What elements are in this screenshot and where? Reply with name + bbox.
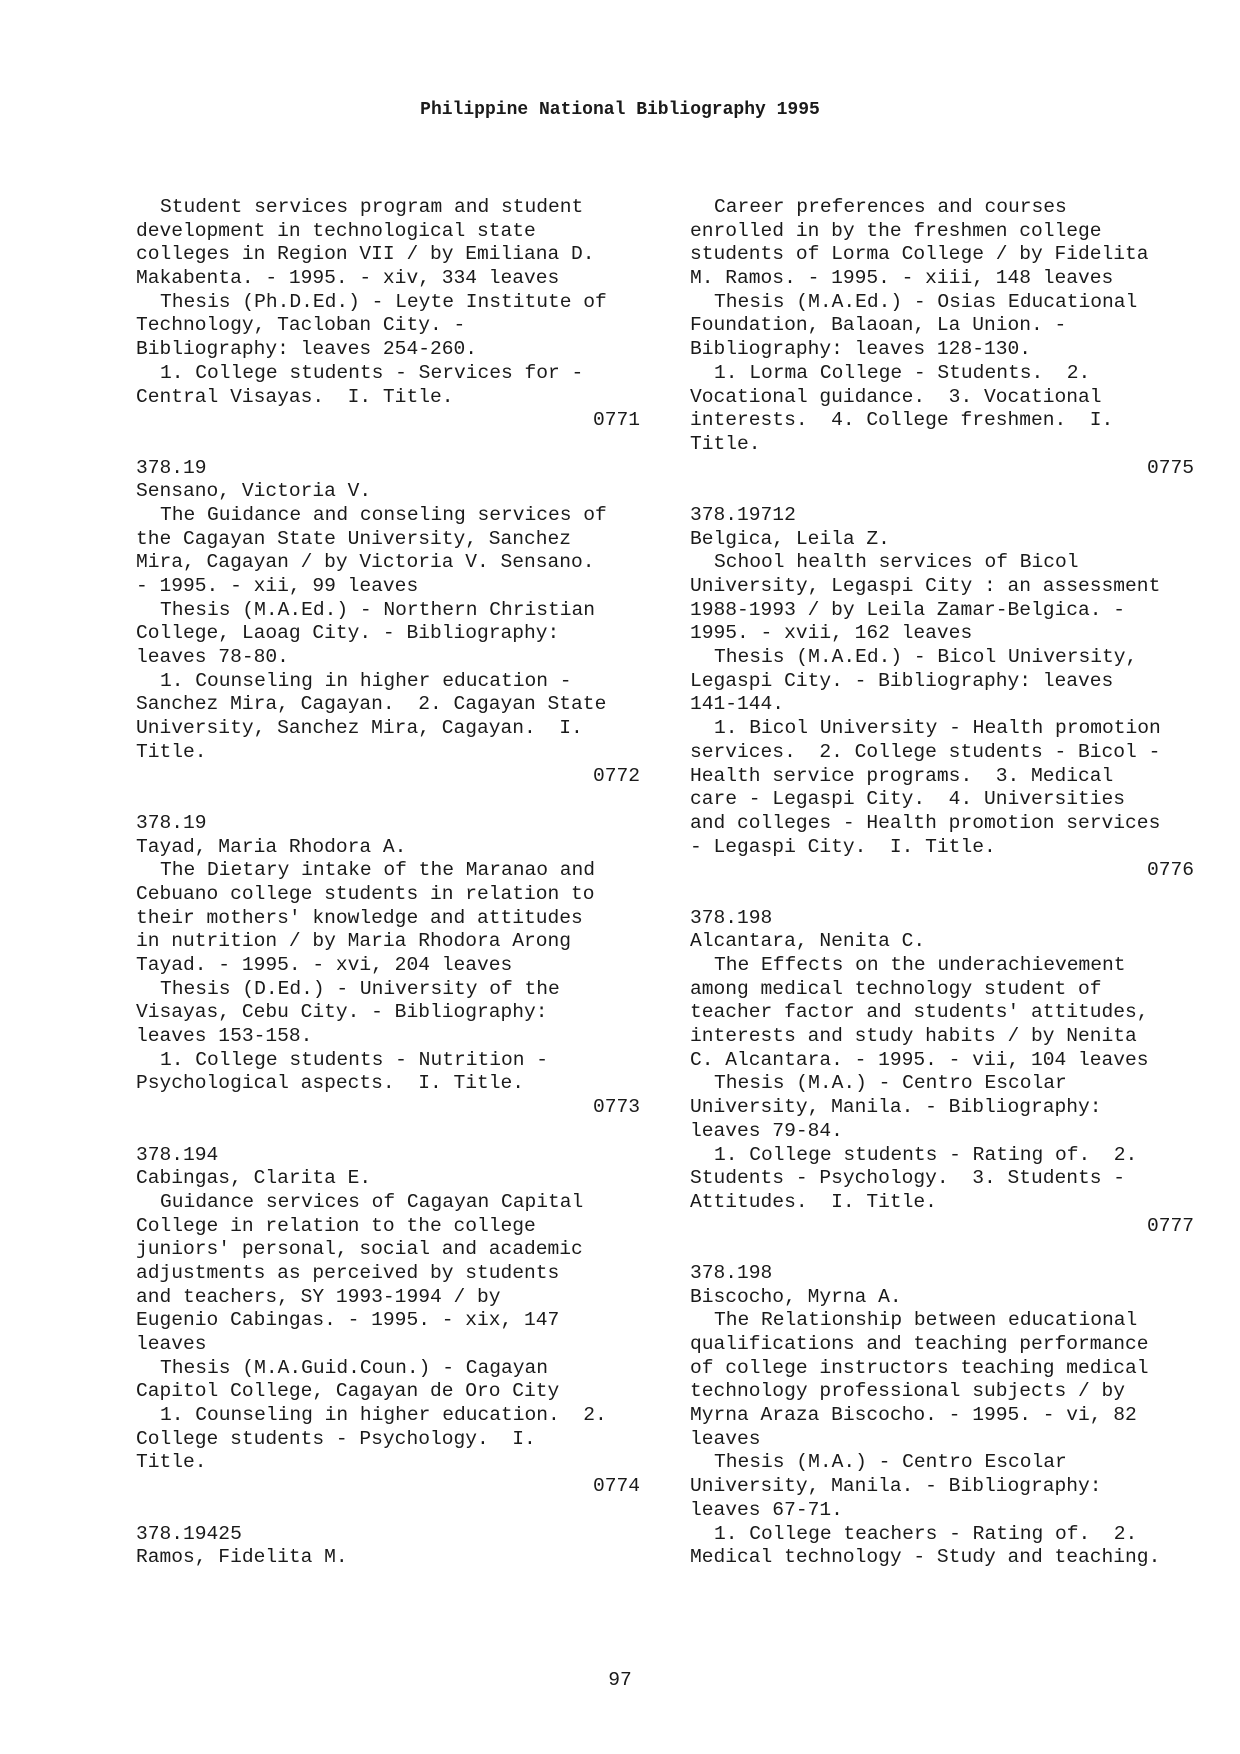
- entry-subject-line: and colleges - Health promotion services: [690, 811, 1161, 834]
- entry-title-line: C. Alcantara. - 1995. - vii, 104 leaves: [690, 1048, 1149, 1071]
- entry-number: 0773: [592, 1096, 640, 1119]
- entry-note-line: Thesis (M.A.) - Centro Escolar: [714, 1072, 1067, 1095]
- entry-note-line: leaves 153-158.: [136, 1025, 313, 1048]
- entry-subject-line: Central Visayas. I. Title.: [136, 385, 454, 408]
- entry-title-line: technology professional subjects / by: [690, 1380, 1126, 1403]
- entry-subject-line: Medical technology - Study and teaching.: [690, 1546, 1161, 1569]
- entry-note-line: leaves 79-84.: [690, 1119, 843, 1142]
- entry-title-line: Student services program and student: [160, 196, 584, 218]
- entry-title-line: development in technological state: [136, 219, 536, 242]
- entry-author: Belgica, Leila Z.: [690, 527, 890, 550]
- entry-title-line: Eugenio Cabingas. - 1995. - xix, 147: [136, 1309, 560, 1332]
- entry-title-line: colleges in Region VII / by Emiliana D.: [136, 243, 595, 266]
- entry-author: Sensano, Victoria V.: [136, 480, 372, 503]
- entry-title-line: Career preferences and courses: [714, 196, 1067, 218]
- entry-subject-line: 1. College students - Services for -: [160, 361, 584, 384]
- entry-0777: [690, 907, 1210, 1239]
- page-title: Philippine National Bibliography 1995: [420, 100, 820, 120]
- entry-author: Cabingas, Clarita E.: [136, 1167, 372, 1190]
- entry-subject-line: interests. 4. College freshmen. I.: [690, 409, 1114, 432]
- entry-subject-line: Title.: [136, 1451, 207, 1474]
- entry-author: Biscocho, Myrna A.: [690, 1285, 902, 1308]
- entry-subject-line: Attitudes. I. Title.: [690, 1190, 937, 1213]
- entry-title-line: in nutrition / by Maria Rhodora Arong: [136, 930, 572, 953]
- entry-number: 0775: [1146, 456, 1194, 479]
- entry-title-line: among medical technology student of: [690, 977, 1102, 1000]
- entry-number: 0774: [592, 1475, 640, 1498]
- call-number: 378.19: [136, 456, 207, 479]
- entry-title-line: Mira, Cagayan / by Victoria V. Sensano.: [136, 551, 595, 574]
- left-column: [136, 196, 656, 1570]
- entry-0773: [136, 812, 656, 1120]
- entry-title-line: students of Lorma College / by Fidelita: [690, 243, 1149, 266]
- entry-note-line: Thesis (M.A.Ed.) - Osias Educational: [714, 290, 1138, 313]
- entry-note-line: Thesis (M.A.Guid.Coun.) - Cagayan: [160, 1356, 549, 1379]
- spacer: [136, 1499, 656, 1523]
- entry-title-line: of college instructors teaching medical: [690, 1356, 1149, 1379]
- entry-number: 0772: [592, 764, 640, 787]
- entry-0775-heading: [136, 1523, 656, 1570]
- right-column: [690, 196, 1210, 1570]
- entry-subject-line: Vocational guidance. 3. Vocational: [690, 385, 1102, 408]
- entry-0778: [690, 1262, 1210, 1570]
- entry-note-line: Thesis (M.A.Ed.) - Northern Christian: [160, 598, 596, 621]
- entry-note-line: University, Manila. - Bibliography:: [690, 1096, 1102, 1119]
- entry-number: 0777: [1146, 1214, 1194, 1237]
- entry-title-line: The Guidance and conseling services of: [160, 503, 607, 526]
- entry-0772: [136, 457, 656, 789]
- entry-title-line: The Effects on the underachievement: [714, 954, 1126, 976]
- entry-title-line: 1988-1993 / by Leila Zamar-Belgica. -: [690, 598, 1126, 621]
- entry-subject-line: University, Sanchez Mira, Cagayan. I.: [136, 717, 583, 740]
- entry-title-line: enrolled in by the freshmen college: [690, 219, 1102, 242]
- entry-title-line: adjustments as perceived by students: [136, 1261, 560, 1284]
- entry-subject-line: Sanchez Mira, Cagayan. 2. Cagayan State: [136, 693, 607, 716]
- entry-note-line: Bibliography: leaves 254-260.: [136, 338, 477, 361]
- spacer: [136, 788, 656, 812]
- call-number: 378.198: [690, 1261, 773, 1284]
- entry-title-line: and teachers, SY 1993-1994 / by: [136, 1285, 501, 1308]
- entry-title-line: Makabenta. - 1995. - xiv, 334 leaves: [136, 267, 560, 290]
- entry-subject-line: Title.: [136, 740, 207, 763]
- entry-subject-line: - Legaspi City. I. Title.: [690, 835, 996, 858]
- entry-subject-line: 1. Counseling in higher education -: [160, 669, 572, 692]
- spacer: [690, 883, 1210, 907]
- entry-note-line: Thesis (M.A.Ed.) - Bicol University,: [714, 646, 1138, 669]
- spacer: [136, 433, 656, 457]
- entry-title-line: College in relation to the college: [136, 1214, 536, 1237]
- entry-note-line: College, Laoag City. - Bibliography:: [136, 622, 560, 645]
- call-number: 378.194: [136, 1143, 219, 1166]
- entry-title-line: Tayad. - 1995. - xvi, 204 leaves: [136, 954, 513, 976]
- call-number: 378.19425: [136, 1522, 242, 1545]
- entry-subject-line: Students - Psychology. 3. Students -: [690, 1167, 1126, 1190]
- entry-subject-line: 1. College students - Rating of. 2.: [714, 1143, 1138, 1166]
- entry-title-line: The Dietary intake of the Maranao and: [160, 859, 596, 882]
- spacer: [136, 1120, 656, 1144]
- entry-subject-line: 1. Counseling in higher education. 2.: [160, 1404, 607, 1427]
- entry-subject-line: care - Legaspi City. 4. Universities: [690, 788, 1126, 811]
- spacer: [690, 480, 1210, 504]
- entry-subject-line: Title.: [690, 432, 761, 455]
- entry-subject-line: 1. Lorma College - Students. 2.: [714, 361, 1091, 384]
- entry-title-line: leaves: [690, 1427, 761, 1450]
- entry-title-line: School health services of Bicol: [714, 551, 1079, 574]
- entry-title-line: - 1995. - xii, 99 leaves: [136, 575, 419, 597]
- entry-note-line: Thesis (D.Ed.) - University of the: [160, 977, 560, 1000]
- entry-subject-line: College students - Psychology. I.: [136, 1427, 536, 1450]
- call-number: 378.19: [136, 811, 207, 834]
- entry-note-line: leaves 67-71.: [690, 1498, 843, 1521]
- entry-0776: [690, 504, 1210, 883]
- entry-number: 0771: [592, 409, 640, 432]
- entry-subject-line: Psychological aspects. I. Title.: [136, 1072, 525, 1095]
- entry-note-line: leaves 78-80.: [136, 646, 289, 669]
- entry-subject-line: 1. College students - Nutrition -: [160, 1048, 549, 1071]
- entry-subject-line: services. 2. College students - Bicol -: [690, 740, 1161, 763]
- entry-subject-line: Health service programs. 3. Medical: [690, 764, 1114, 787]
- entry-title-line: Myrna Araza Biscocho. - 1995. - vi, 82: [690, 1404, 1137, 1427]
- entry-title-line: teacher factor and students' attitudes,: [690, 1001, 1149, 1024]
- entry-title-line: qualifications and teaching performance: [690, 1333, 1149, 1355]
- entry-title-line: the Cagayan State University, Sanchez: [136, 527, 572, 550]
- entry-number: 0776: [1146, 859, 1194, 882]
- page-number: 97: [608, 1669, 632, 1691]
- entry-note-line: Technology, Tacloban City. -: [136, 314, 466, 337]
- spacer: [690, 1238, 1210, 1262]
- entry-title-line: Cebuano college students in relation to: [136, 882, 595, 905]
- call-number: 378.19712: [690, 503, 796, 526]
- entry-0774: [136, 1144, 656, 1499]
- entry-author: Tayad, Maria Rhodora A.: [136, 835, 407, 858]
- call-number: 378.198: [690, 906, 773, 929]
- entry-title-line: their mothers' knowledge and attitudes: [136, 906, 583, 929]
- entry-title-line: leaves: [136, 1333, 207, 1355]
- entry-note-line: Bibliography: leaves 128-130.: [690, 338, 1031, 361]
- entry-note-line: Visayas, Cebu City. - Bibliography:: [136, 1001, 548, 1024]
- entry-author: Ramos, Fidelita M.: [136, 1546, 348, 1569]
- entry-title-line: juniors' personal, social and academic: [136, 1238, 583, 1261]
- entry-title-line: Guidance services of Cagayan Capital: [160, 1190, 584, 1213]
- entry-note-line: Capitol College, Cagayan de Oro City: [136, 1380, 560, 1403]
- entry-note-line: Legaspi City. - Bibliography: leaves: [690, 669, 1114, 692]
- entry-author: Alcantara, Nenita C.: [690, 930, 926, 953]
- entry-note-line: Thesis (Ph.D.Ed.) - Leyte Institute of: [160, 290, 607, 313]
- entry-subject-line: 1. Bicol University - Health promotion: [714, 717, 1161, 740]
- entry-note-line: Thesis (M.A.) - Centro Escolar: [714, 1451, 1067, 1474]
- entry-title-line: M. Ramos. - 1995. - xiii, 148 leaves: [690, 267, 1114, 290]
- entry-note-line: 141-144.: [690, 693, 785, 716]
- entry-note-line: University, Manila. - Bibliography:: [690, 1475, 1102, 1498]
- entry-0775: [690, 196, 1210, 480]
- entry-title-line: The Relationship between educational: [714, 1309, 1138, 1332]
- entry-subject-line: 1. College teachers - Rating of. 2.: [714, 1522, 1138, 1545]
- entry-title-line: University, Legaspi City : an assessment: [690, 575, 1161, 597]
- entry-title-line: interests and study habits / by Nenita: [690, 1025, 1137, 1048]
- entry-note-line: Foundation, Balaoan, La Union. -: [690, 314, 1067, 337]
- entry-title-line: 1995. - xvii, 162 leaves: [690, 622, 973, 645]
- entry-0771: [136, 196, 656, 433]
